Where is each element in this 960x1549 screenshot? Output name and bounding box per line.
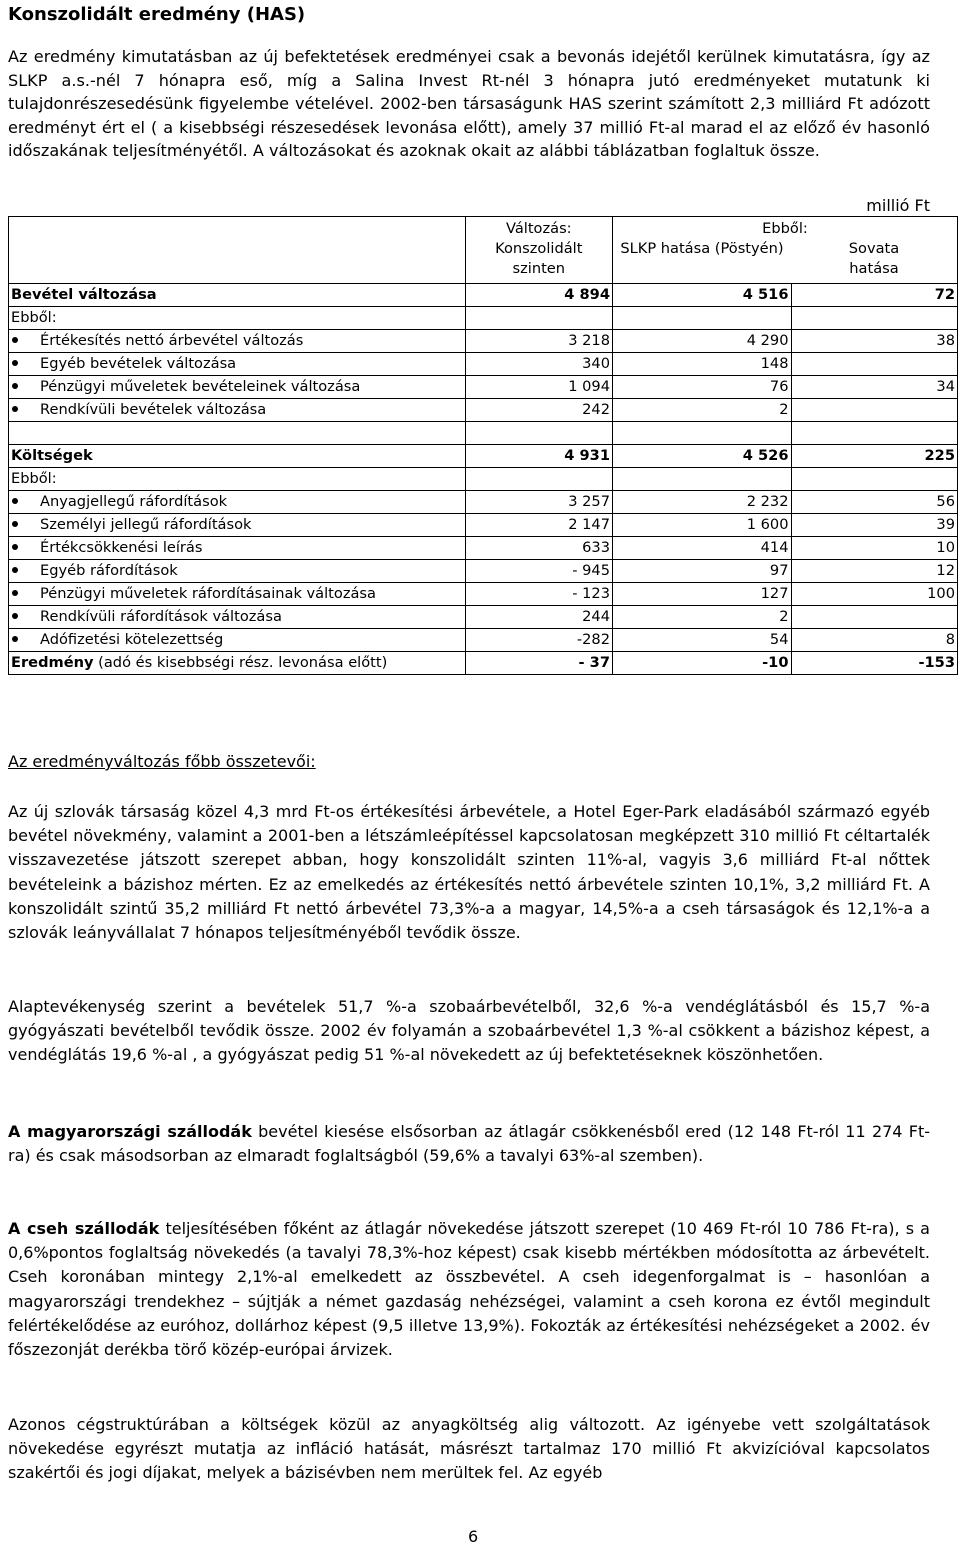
row-label — [9, 330, 466, 353]
row-label — [9, 307, 466, 330]
value-slkp: 414 — [612, 537, 791, 560]
table-row — [9, 399, 958, 422]
paragraph-costs: Azonos cégstruktúrában a költségek közül az anyagköltség alig változott. Az igényebe vett szolgáltatások növekedése egyrészt mutatja az infláció hatását, másrészt tartalmaz 170 millió Ft akvizícióval kapcsolatos szakértői és jogi díjakat, melyek a bázisévben nem merültek fel. Az egyéb — [8, 1415, 930, 1483]
value-slkp: 127 — [612, 583, 791, 606]
unit-label: millió Ft — [866, 196, 930, 215]
row-label — [9, 514, 466, 537]
row-label — [9, 537, 466, 560]
bullet-icon — [12, 567, 18, 573]
row-label-text: Anyagjellegű ráfordítások — [40, 493, 228, 510]
value-sovata: 12 — [791, 560, 958, 583]
row-label — [9, 376, 466, 399]
value-slkp: 2 — [612, 606, 791, 629]
table-row — [9, 491, 958, 514]
header-consolidated — [465, 217, 612, 284]
row-label-text: Rendkívüli bevételek változása — [40, 401, 267, 418]
table-row — [9, 330, 958, 353]
table-row — [9, 445, 958, 468]
bullet-icon — [12, 590, 18, 596]
value-sovata — [791, 353, 958, 376]
table-row — [9, 514, 958, 537]
value-sovata: 225 — [791, 445, 958, 468]
value-slkp: 54 — [612, 629, 791, 652]
row-label-text: Adófizetési kötelezettség — [40, 631, 224, 648]
financial-table — [8, 216, 958, 675]
row-label — [9, 560, 466, 583]
value-consolidated: 244 — [465, 606, 612, 629]
result-consolidated: - 37 — [465, 652, 612, 675]
value-consolidated: 340 — [465, 353, 612, 376]
result-row — [9, 652, 958, 675]
row-label — [9, 353, 466, 376]
czech-hotels-text: teljesítésében főként az átlagár növekedése játszott szerepet (10 469 Ft-ról 10 786 Ft-ra), s a 0,6%pontos foglaltság növekedés (a tavalyi 78,3%-hoz képest) csak kisebb mértékben módosította az árbevételt. Cseh koronában mintegy 2,1%-al emelkedett az összbevétel. A cseh idegenforgalmat is – hasonlóan a magyarországi trendekhez – sújtják a német gazdaság nehézségei, valamint a cseh korona ez évtől megindult felértékelődése az euróhoz, dollárhoz képest (9,5 illetve 13,9%). Fokozták az értékesítési nehézségeket a 2002. év főszezonját derékba törő közép-európai árvizek. — [8, 1219, 930, 1360]
value-sovata: 39 — [791, 514, 958, 537]
table-row — [9, 606, 958, 629]
table-row — [9, 376, 958, 399]
header-sub-columns — [613, 239, 957, 279]
value-consolidated: 4 894 — [465, 284, 612, 307]
value-sovata — [791, 606, 958, 629]
bullet-icon — [12, 337, 18, 343]
table-header-row — [9, 217, 958, 284]
value-consolidated — [465, 468, 612, 491]
header-slkp: SLKP hatása (Pöstyén) — [620, 240, 784, 257]
paragraph-hungarian-hotels — [8, 1120, 930, 1168]
value-sovata: 8 — [791, 629, 958, 652]
table-row — [9, 468, 958, 491]
row-label — [9, 583, 466, 606]
hungarian-hotels-text: bevétel kiesése elsősorban az átlagár csökkenésből ered (12 148 Ft-ról 11 274 Ft-ra) és csak másodsorban az elmaradt foglaltságból (59,6% a tavalyi 63%-al szemben). — [8, 1122, 931, 1166]
value-sovata: 34 — [791, 376, 958, 399]
value-slkp: 97 — [612, 560, 791, 583]
intro-paragraph: Az eredmény kimutatásban az új befektetések eredményei csak a bevonás idejétől kerülnek kimutatásra, így az SLKP a.s.-nél 7 hónapra eső, míg a Salina Invest Rt-nél 3 hónapra jutó eredményeket mutatunk ki tulajdonrészesedésünk figyelembe vételével. 2002-ben társaságunk HAS szerint számított 2,3 milliárd Ft adózott eredményt ért el ( a kisebbségi részesedések levonása előtt), amely 37 millió Ft-al marad el az előző év hasonló időszakának teljesítményétől. A változásokat és azoknak okait az alábbi táblázatban foglaltuk össze. — [8, 47, 930, 161]
result-sovata: -153 — [791, 652, 958, 675]
row-label-text: Ebből: — [11, 470, 57, 487]
row-label-text: Ebből: — [11, 309, 57, 326]
header-sovata: Sovata hatása — [848, 240, 900, 277]
bullet-icon — [12, 521, 18, 527]
value-slkp: 2 — [612, 399, 791, 422]
row-label-text: Értékesítés nettó árbevétel változás — [40, 332, 304, 349]
row-label — [9, 629, 466, 652]
bullet-icon — [12, 498, 18, 504]
header-ebbol: Ebből: — [762, 220, 808, 237]
value-consolidated: 3 218 — [465, 330, 612, 353]
table-body — [9, 284, 958, 652]
value-slkp: 4 290 — [612, 330, 791, 353]
value-sovata — [791, 399, 958, 422]
value-sovata: 38 — [791, 330, 958, 353]
value-sovata: 56 — [791, 491, 958, 514]
value-slkp: 2 232 — [612, 491, 791, 514]
table-row — [9, 353, 958, 376]
page-title: Konszolidált eredmény (HAS) — [8, 4, 306, 25]
paragraph-core-activity: Alaptevékenység szerint a bevételek 51,7 %-a szobaárbevételből, 32,6 %-a vendéglátásból és 15,7 %-a gyógyászati bevételből tevődik össze. 2002 év folyamán a szobaárbevétel 1,3 %-al csökkent a bázishoz képest, a vendéglátás 19,6 %-al , a gyógyászat pedig 51 %-al növekedett az új befektetéseknek köszönhetően. — [8, 997, 930, 1065]
czech-hotels-lead: A cseh szállodák — [8, 1219, 160, 1238]
row-label-text: Rendkívüli ráfordítások változása — [40, 608, 282, 625]
value-slkp: 4 516 — [612, 284, 791, 307]
value-consolidated — [465, 307, 612, 330]
value-consolidated: 242 — [465, 399, 612, 422]
row-label — [9, 422, 466, 445]
header-empty-cell — [9, 217, 466, 284]
value-slkp: 4 526 — [612, 445, 791, 468]
bullet-icon — [12, 544, 18, 550]
value-slkp — [612, 422, 791, 445]
value-sovata: 72 — [791, 284, 958, 307]
value-sovata — [791, 422, 958, 445]
row-label-text: Egyéb ráfordítások — [40, 562, 178, 579]
value-consolidated: - 945 — [465, 560, 612, 583]
value-sovata: 10 — [791, 537, 958, 560]
bullet-icon — [12, 613, 18, 619]
value-consolidated: 1 094 — [465, 376, 612, 399]
row-label-text: Pénzügyi műveletek bevételeinek változása — [40, 378, 361, 395]
page-number: 6 — [468, 1527, 479, 1546]
section-title: Az eredményváltozás főbb összetevői: — [8, 752, 316, 771]
header-ebbol-group — [612, 217, 957, 284]
paragraph-czech-hotels — [8, 1217, 930, 1362]
header-consolidated-text: Változás: Konszolidált szinten — [495, 220, 583, 277]
value-sovata: 100 — [791, 583, 958, 606]
table-row — [9, 560, 958, 583]
row-label-text: Költségek — [11, 447, 93, 464]
bullet-icon — [12, 636, 18, 642]
row-label — [9, 399, 466, 422]
value-slkp — [612, 307, 791, 330]
value-slkp: 76 — [612, 376, 791, 399]
value-consolidated: -282 — [465, 629, 612, 652]
result-label-bold: Eredmény — [11, 654, 94, 671]
bullet-icon — [12, 383, 18, 389]
value-consolidated: - 123 — [465, 583, 612, 606]
value-consolidated: 2 147 — [465, 514, 612, 537]
table-row — [9, 537, 958, 560]
bullet-icon — [12, 360, 18, 366]
row-label-text: Bevétel változása — [11, 286, 157, 303]
value-consolidated — [465, 422, 612, 445]
table-row — [9, 583, 958, 606]
row-label-text: Értékcsökkenési leírás — [40, 539, 203, 556]
value-consolidated: 3 257 — [465, 491, 612, 514]
value-slkp: 148 — [612, 353, 791, 376]
row-label — [9, 445, 466, 468]
row-label — [9, 468, 466, 491]
hungarian-hotels-lead: A magyarországi szállodák — [8, 1122, 252, 1141]
value-sovata — [791, 307, 958, 330]
value-sovata — [791, 468, 958, 491]
table-row — [9, 307, 958, 330]
row-label-text: Pénzügyi műveletek ráfordításainak változása — [40, 585, 376, 602]
table-row — [9, 629, 958, 652]
bullet-icon — [12, 406, 18, 412]
value-consolidated: 4 931 — [465, 445, 612, 468]
row-label — [9, 284, 466, 307]
row-label — [9, 606, 466, 629]
value-slkp: 1 600 — [612, 514, 791, 537]
result-label — [9, 652, 466, 675]
result-label-rest: (adó és kisebbségi rész. levonása előtt) — [93, 654, 388, 671]
table-row — [9, 422, 958, 445]
value-consolidated: 633 — [465, 537, 612, 560]
paragraph-revenue-drivers: Az új szlovák társaság közel 4,3 mrd Ft-os értékesítési árbevétele, a Hotel Eger-Park eladásából származó egyéb bevétel növekmény, valamint a 2001-ben a létszámleépítéssel kapcsolatosan megképzett 310 millió Ft céltartalék visszavezetése játszott szerepet abban, hogy konszolidált szinten 11%-al, vagyis 3,6 milliárd Ft-al nőttek bevételeink a bázishoz mérten. Ez az emelkedés az értékesítés nettó árbevétele szinten 10,1%, 3,2 milliárd Ft. A konszolidált szintű 35,2 milliárd Ft nettó árbevétel 73,3%-a a magyar, 14,5%-a a cseh társaságok és 12,1%-a a szlovák leányvállalat 7 hónapos teljesítményéből tevődik össze. — [8, 802, 930, 943]
row-label-text: Egyéb bevételek változása — [40, 355, 237, 372]
table-row — [9, 284, 958, 307]
row-label-text: Személyi jellegű ráfordítások — [40, 516, 252, 533]
row-label — [9, 491, 466, 514]
value-slkp — [612, 468, 791, 491]
result-slkp: -10 — [612, 652, 791, 675]
